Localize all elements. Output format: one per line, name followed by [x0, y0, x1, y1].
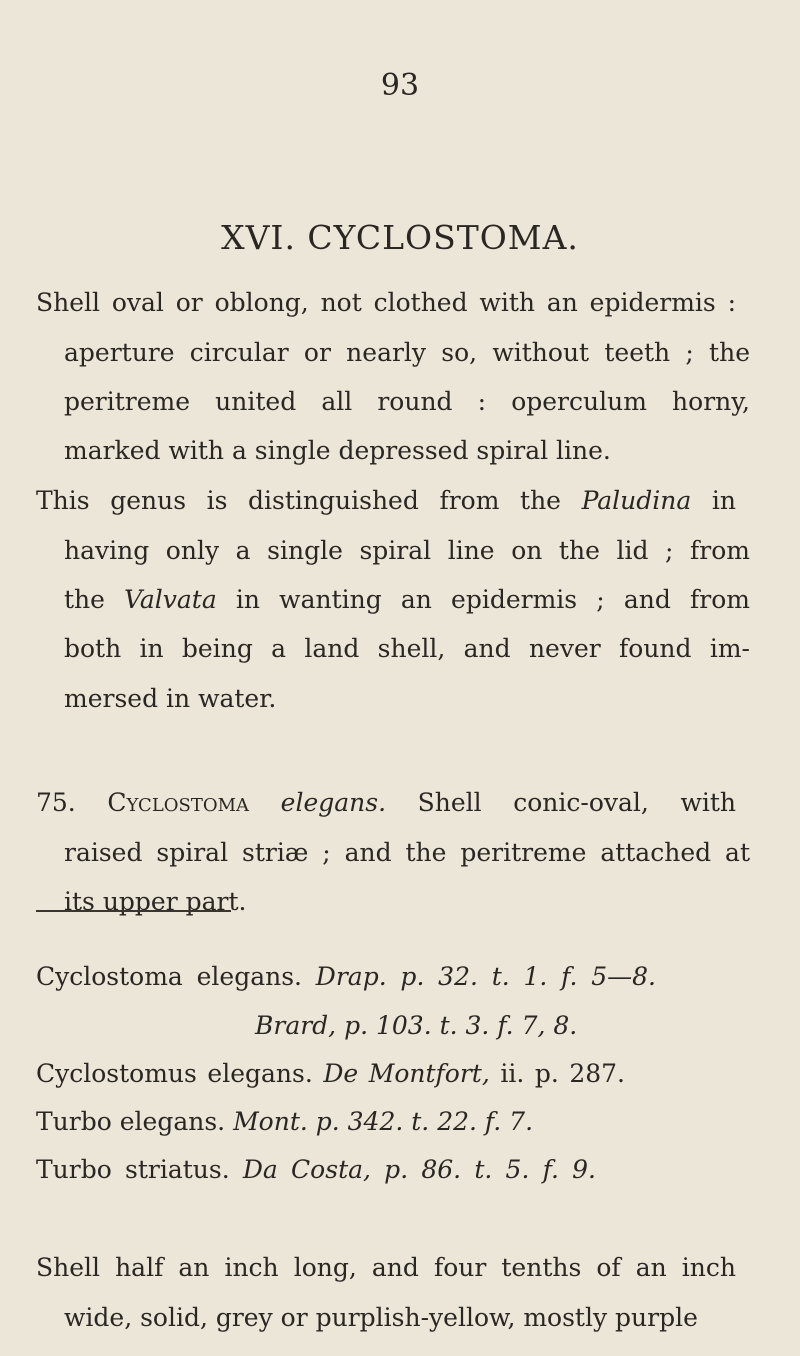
text-line: both in being a land shell, and never found im- — [64, 634, 750, 663]
synonym-line: Cyclostomus elegans. De Montfort, ii. p. 287. — [36, 1059, 625, 1088]
page-number: 93 — [380, 68, 420, 103]
synonym-line: Cyclostoma elegans. Drap. p. 32. t. 1. f. 5—8. — [36, 962, 656, 991]
text-line: aperture circular or nearly so, without teeth ; the — [64, 338, 750, 367]
genus-name: Paludina — [581, 486, 692, 515]
text-line: the Valvata in wanting an epidermis ; and from — [64, 585, 751, 614]
text-line: mersed in water. — [64, 684, 277, 713]
text-line: raised spiral striæ ; and the peritreme attached at — [64, 838, 750, 867]
species-genus: Cyclostoma — [107, 788, 250, 817]
section-heading: XVI. CYCLOSTOMA. — [221, 218, 579, 257]
synonym-line: Turbo elegans. Mont. p. 342. t. 22. f. 7. — [36, 1107, 534, 1136]
text-line: having only a single spiral line on the lid ; from — [64, 536, 750, 565]
synonym-line: Turbo striatus. Da Costa, p. 86. t. 5. f. 9. — [36, 1155, 596, 1184]
text-line: This genus is distinguished from the Paludina in — [36, 486, 736, 515]
text-line: Shell half an inch long, and four tenths of an inch — [36, 1253, 736, 1282]
text-line: Shell oval or oblong, not clothed with an epidermis : — [36, 288, 736, 317]
genus-name: Valvata — [124, 585, 217, 614]
species-entry: 75. Cyclostoma elegans. Shell conic-oval, with — [36, 788, 736, 817]
text-line: its upper part. — [64, 887, 247, 916]
text-line: wide, solid, grey or purplish-yellow, mostly purple — [64, 1303, 698, 1332]
ditto-rule — [36, 910, 231, 912]
species-epithet: elegans. — [280, 788, 387, 817]
synonym-line: Brard, p. 103. t. 3. f. 7, 8. — [255, 1011, 578, 1040]
text-line: peritreme united all round : operculum horny, — [64, 387, 750, 416]
text-line: marked with a single depressed spiral line. — [64, 436, 611, 465]
